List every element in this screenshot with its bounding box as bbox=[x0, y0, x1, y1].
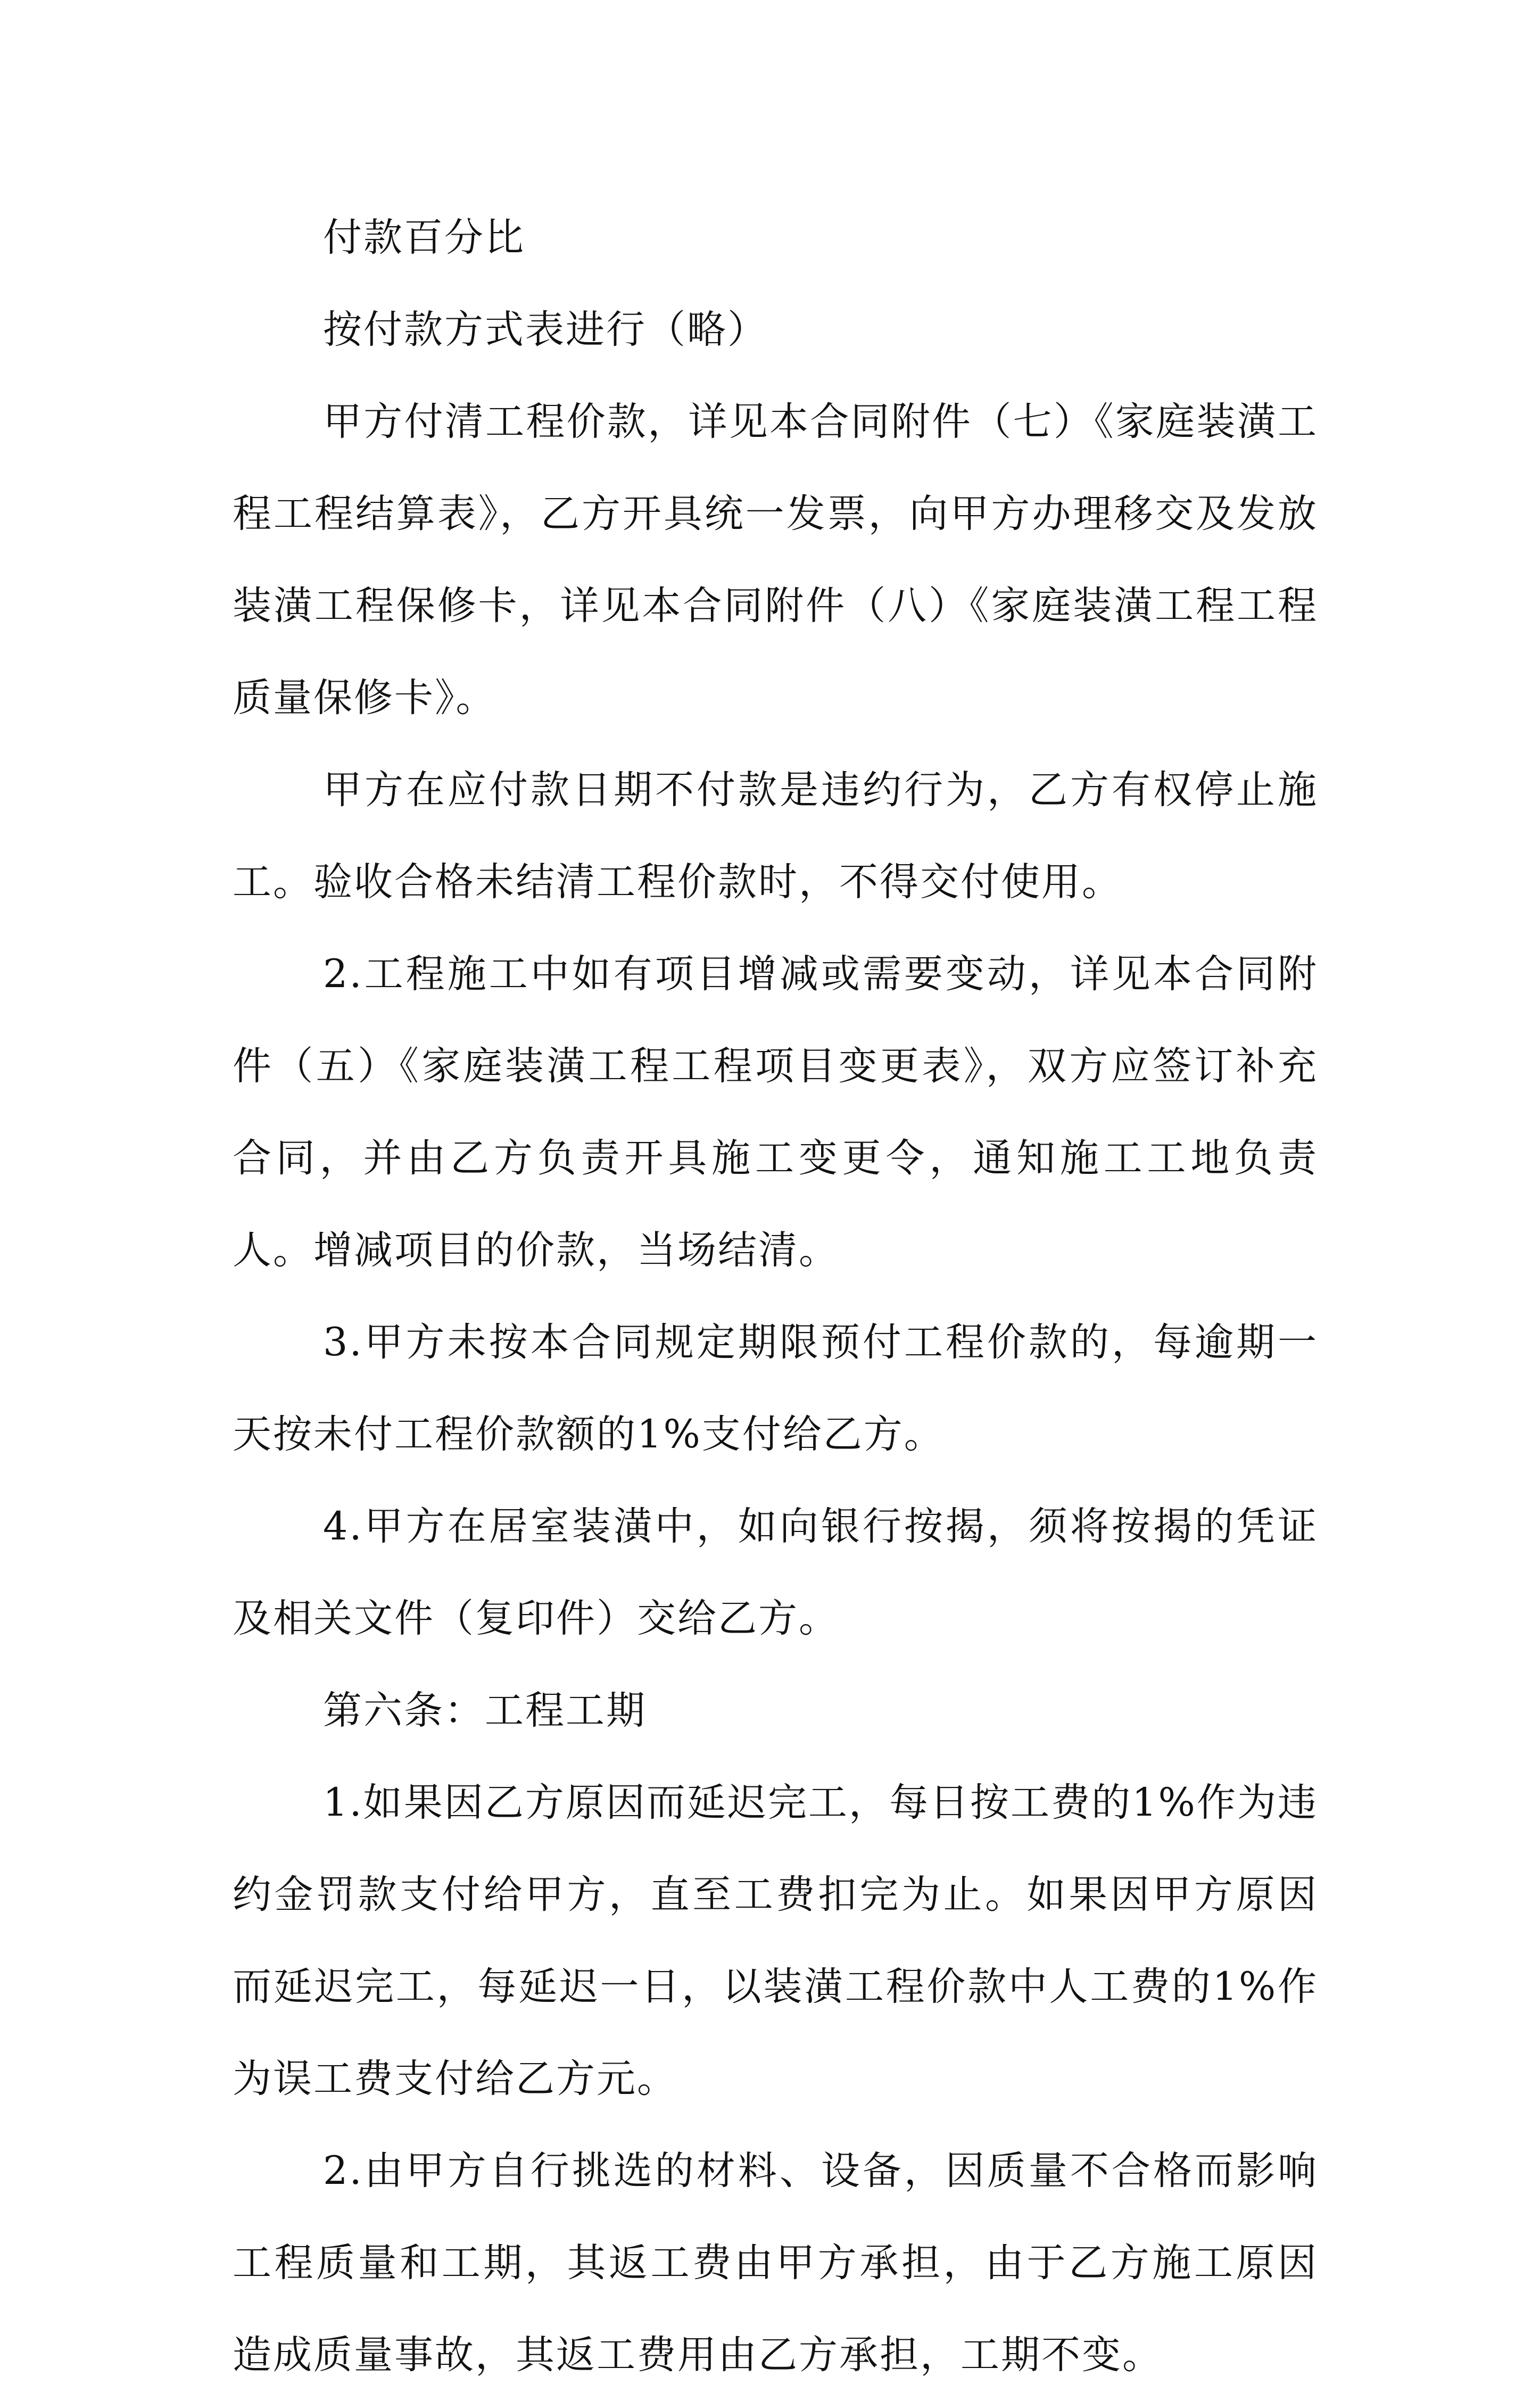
paragraph-late-payment-breach: 甲方在应付款日期不付款是违约行为，乙方有权停止施工。验收合格未结清工程价款时，不得交付使用。 bbox=[233, 767, 1318, 905]
paragraph-final-settlement: 甲方付清工程价款，详见本合同附件（七）《家庭装潢工程工程结算表》，乙方开具统一发票，向甲方办理移交及发放装潢工程保修卡，详见本合同附件（八）《家庭装潢工程工程质量保修卡》。 bbox=[233, 399, 1318, 721]
section-heading-article-6: 第六条：工程工期 bbox=[323, 1688, 647, 1733]
paragraph-clause-3-overdue: 3.甲方未按本合同规定期限预付工程价款的，每逾期一天按未付工程价款额的1%支付给乙方。 bbox=[233, 1320, 1318, 1457]
document-body bbox=[233, 192, 1318, 2401]
paragraph-article-6-clause-1: 1.如果因乙方原因而延迟完工，每日按工费的1%作为违约金罚款支付给甲方，直至工费扣完为止。如果因甲方原因而延迟完工，每延迟一日，以装潢工程价款中人工费的1%作为误工费支付给乙方元。 bbox=[233, 1780, 1318, 2101]
paragraph-clause-4-mortgage: 4.甲方在居室装潢中，如向银行按揭，须将按揭的凭证及相关文件（复印件）交给乙方。 bbox=[233, 1504, 1318, 1641]
paragraph-article-6-clause-2: 2.由甲方自行挑选的材料、设备，因质量不合格而影响工程质量和工期，其返工费由甲方承担，由于乙方施工原因造成质量事故，其返工费用由乙方承担，工期不变。 bbox=[233, 2148, 1318, 2378]
paragraph-payment-percentage: 付款百分比 bbox=[323, 215, 525, 260]
paragraph-payment-schedule: 按付款方式表进行（略） bbox=[323, 307, 768, 352]
paragraph-clause-2-changes: 2.工程施工中如有项目增减或需要变动，详见本合同附件（五）《家庭装潢工程工程项目变更表》，双方应签订补充合同，并由乙方负责开具施工变更令，通知施工工地负责人。增减项目的价款，当场结清。 bbox=[233, 951, 1318, 1273]
